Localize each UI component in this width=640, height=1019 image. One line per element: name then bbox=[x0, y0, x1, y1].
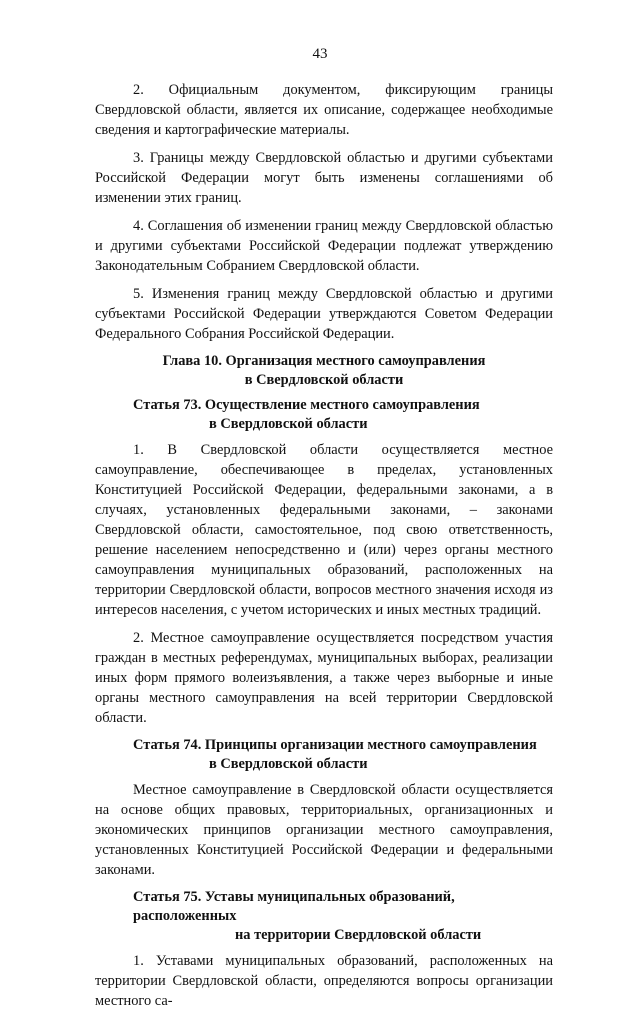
article-75-heading bbox=[95, 888, 553, 945]
article-74-heading-line2: в Свердловской области bbox=[209, 756, 368, 772]
document-body bbox=[95, 80, 553, 1019]
chapter-10-heading-line1: Глава 10. Организация местного самоуправления bbox=[162, 353, 486, 369]
paragraph-boundaries-2: 2. Официальным документом, фиксирующим границы Свердловской области, является их описание, содержащее необходимые сведения и картографические материалы. bbox=[95, 82, 553, 138]
article-73-heading bbox=[95, 396, 553, 434]
article-73-heading-line2: в Свердловской области bbox=[209, 416, 368, 432]
article-73-heading-line1: Статья 73. Осуществление местного самоуправления bbox=[133, 397, 480, 413]
article-74-heading-line1: Статья 74. Принципы организации местного самоуправления bbox=[133, 737, 537, 753]
article-75-heading-line1: Статья 75. Уставы муниципальных образований, расположенных bbox=[133, 889, 455, 924]
article-73-paragraph-1: 1. В Свердловской области осуществляется местное самоуправление, обеспечивающее в пределах, установленных Конституцией Российской Федерации, федеральными законами, а в случаях, установленных федеральными законами, – законами Свердловской области, самостоятельное, под свою ответственность, решение населением непосредственно и (или) через органы местного самоуправления муниципальных образований, расположенных на территории Свердловской области, вопросов местного значения исходя из интересов населения, с учетом исторических и иных местных традиций. bbox=[95, 442, 553, 618]
article-74-heading bbox=[95, 736, 553, 774]
article-75-paragraph-1: 1. Уставами муниципальных образований, расположенных на территории Свердловской области, определяются вопросы организации местного са- bbox=[95, 953, 553, 1009]
article-74-paragraph-1: Местное самоуправление в Свердловской области осуществляется на основе общих правовых, территориальных, организационных и экономических принципов организации местного самоуправления, установленных Конституцией Российской Федерации и федеральными законами. bbox=[95, 782, 553, 878]
paragraph-boundaries-3: 3. Границы между Свердловской областью и другими субъектами Российской Федерации могут быть изменены соглашениями об изменении этих границ. bbox=[95, 150, 553, 206]
chapter-10-heading-line2: в Свердловской области bbox=[244, 372, 404, 388]
article-75-heading-line2: на территории Свердловской области bbox=[235, 927, 482, 943]
paragraph-boundaries-5: 5. Изменения границ между Свердловской областью и другими субъектами Российской Федерации утверждаются Советом Федерации Федерального Собрания Российской Федерации. bbox=[95, 286, 553, 342]
paragraph-boundaries-4: 4. Соглашения об изменении границ между Свердловской областью и другими субъектами Российской Федерации подлежат утверждению Законодательным Собранием Свердловской области. bbox=[95, 218, 553, 274]
chapter-10-heading bbox=[95, 352, 553, 390]
page-number: 43 bbox=[312, 46, 328, 62]
article-73-paragraph-2: 2. Местное самоуправление осуществляется посредством участия граждан в местных референдумах, муниципальных выборах, реализации иных форм прямого волеизъявления, а также через выборные и иные органы местного самоуправления на всей территории Свердловской области. bbox=[95, 630, 553, 726]
